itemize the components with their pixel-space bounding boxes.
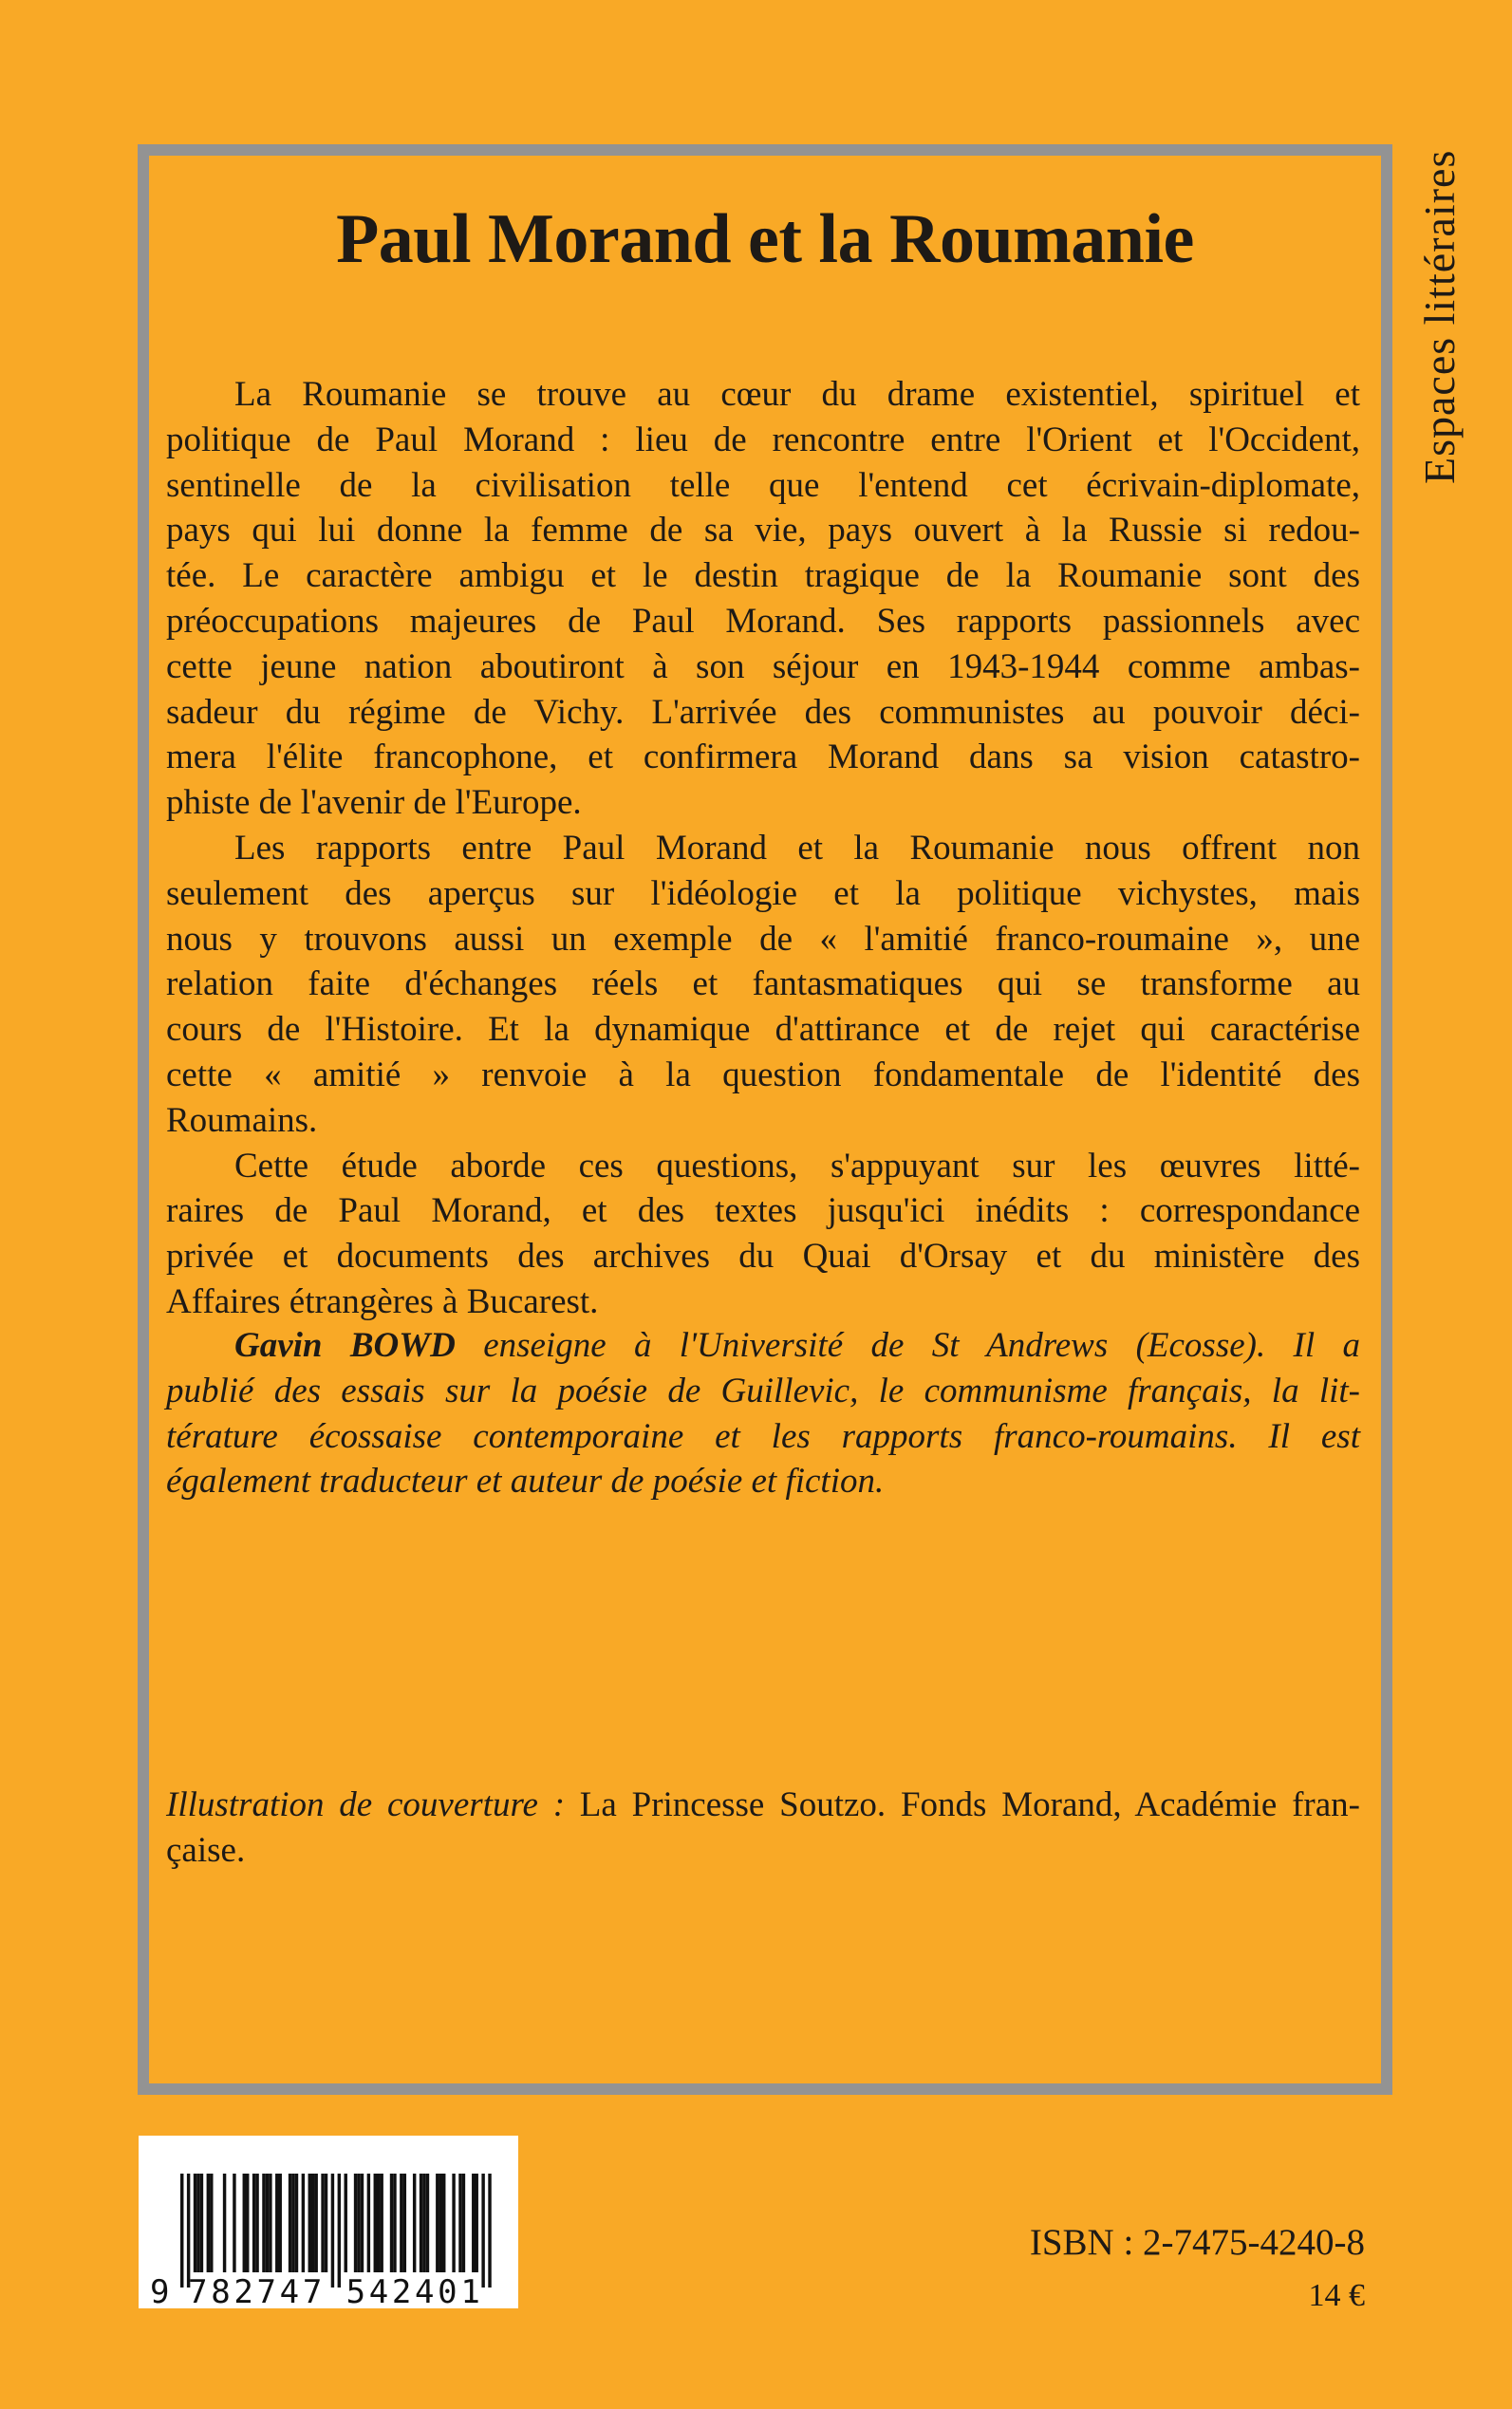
bio-text: térature écossaise contemporaine et les rapports franco-roumains. Il est — [166, 1416, 1360, 1456]
barcode-bar — [393, 2174, 396, 2272]
barcode-bar — [255, 2174, 258, 2272]
barcode-bar — [196, 2174, 199, 2272]
blurb-line: Roumains. — [166, 1100, 318, 1140]
barcode-bar — [266, 2174, 269, 2272]
bio-text: publié des essais sur la poésie de Guillevic, le communisme français, la lit- — [166, 1371, 1360, 1410]
barcode-bar — [400, 2174, 402, 2272]
barcode-digit: 8 — [211, 2273, 231, 2308]
barcode-digit: 0 — [438, 2273, 457, 2308]
barcode-bar — [403, 2174, 406, 2272]
blurb — [166, 372, 1360, 1325]
barcode-bar — [462, 2174, 465, 2272]
barcode-bar — [452, 2174, 455, 2272]
barcode-bar — [302, 2174, 305, 2272]
blurb-line: relation faite d'échanges réels et fantasmatiques qui se transforme au — [166, 964, 1360, 1004]
barcode-bar — [476, 2174, 478, 2272]
blurb-line: cours de l'Histoire. Et la dynamique d'attirance et de rejet qui caractérise — [166, 1010, 1360, 1050]
barcode-digit: 4 — [368, 2273, 389, 2308]
barcode-bar — [338, 2174, 341, 2288]
barcode-bar — [354, 2174, 357, 2272]
barcode-bar — [314, 2174, 317, 2272]
barcode-bar — [311, 2174, 314, 2272]
barcode — [139, 2136, 518, 2308]
author-name: Gavin BOWD — [234, 1326, 456, 1365]
barcode-bar — [269, 2174, 271, 2272]
blurb-line: politique de Paul Morand : lieu de rencontre entre l'Orient et l'Occident, — [166, 420, 1360, 459]
barcode-digit: 7 — [256, 2273, 277, 2308]
barcode-bar — [233, 2174, 235, 2272]
price: 14 € — [1308, 2278, 1365, 2313]
blurb-line: seulement des aperçus sur l'idéologie et la politique vichystes, mais — [166, 873, 1360, 913]
barcode-bar — [420, 2174, 422, 2272]
barcode-digit: 4 — [415, 2273, 435, 2308]
blurb-line: nous y trouvons aussi un exemple de « l'amitié franco-roumaine », une — [166, 919, 1360, 959]
barcode-digit: 9 — [150, 2273, 170, 2308]
blurb-line: La Roumanie se trouve au cœur du drame existentiel, spirituel et — [234, 375, 1360, 414]
barcode-digit: 5 — [345, 2273, 366, 2308]
barcode-bar — [210, 2174, 213, 2272]
barcode-digit: 2 — [233, 2273, 253, 2308]
blurb-line: raires de Paul Morand, et des textes jusqu'ici inédits : correspondance — [166, 1191, 1360, 1231]
barcode-bar — [390, 2174, 393, 2272]
barcode-bar — [377, 2174, 380, 2272]
barcode-bar — [472, 2174, 475, 2272]
illustration-credit — [166, 1783, 1360, 1874]
barcode-bar — [289, 2174, 291, 2272]
blurb-line: tée. Le caractère ambigu et le destin tragique de la Roumanie sont des — [166, 556, 1360, 596]
barcode-bar — [426, 2174, 429, 2272]
bio-text: enseigne à l'Université de St Andrews (Ecosse). Il a — [455, 1326, 1360, 1365]
barcode-bar — [262, 2174, 265, 2272]
blurb-line: Cette étude aborde ces questions, s'appuyant sur les œuvres litté- — [234, 1146, 1360, 1186]
illustration-text: çaise. — [166, 1830, 246, 1870]
barcode-bar — [295, 2174, 298, 2272]
barcode-bar — [422, 2174, 425, 2272]
barcode-bar — [439, 2174, 442, 2272]
blurb-line: préoccupations majeures de Paul Morand. Ses rapports passionnels avec — [166, 601, 1360, 641]
barcode-bar — [367, 2174, 370, 2272]
barcode-digit: 7 — [188, 2273, 208, 2308]
barcode-bar — [275, 2174, 278, 2272]
book-title: Paul Morand et la Roumanie — [336, 200, 1194, 278]
blurb-line: privée et documents des archives du Quai d'Orsay et du ministère des — [166, 1237, 1360, 1277]
blurb-line: pays qui lui donne la femme de sa vie, pays ouvert à la Russie si redou- — [166, 511, 1360, 551]
barcode-bar — [194, 2174, 196, 2272]
illustration-text: La Princesse Soutzo. Fonds Morand, Académie fran- — [565, 1785, 1360, 1824]
barcode-bar — [481, 2174, 484, 2288]
barcode-bar — [279, 2174, 282, 2272]
blurb-line: sentinelle de la civilisation telle que l'entend cet écrivain-diplomate, — [166, 465, 1360, 505]
barcode-bar — [413, 2174, 416, 2272]
barcode-bar — [200, 2174, 203, 2272]
barcode-bar — [374, 2174, 377, 2272]
blurb-line: Les rapports entre Paul Morand et la Roumanie nous offrent non — [234, 828, 1360, 868]
isbn: ISBN : 2-7475-4240-8 — [1029, 2222, 1365, 2263]
bio-text: également traducteur et auteur de poésie et fiction. — [166, 1462, 885, 1502]
blurb-line: phiste de l'avenir de l'Europe. — [166, 783, 582, 823]
barcode-bar — [207, 2174, 210, 2272]
blurb-line: cette jeune nation aboutiront à son séjour en 1943-1944 comme ambas- — [166, 646, 1360, 686]
barcode-bar — [187, 2174, 190, 2288]
author-bio — [166, 1323, 1360, 1504]
barcode-bar — [442, 2174, 445, 2272]
barcode-bar — [380, 2174, 383, 2272]
barcode-bar — [325, 2174, 327, 2272]
barcode-digit: 1 — [460, 2273, 480, 2308]
barcode-bar — [361, 2174, 364, 2272]
barcode-bar — [308, 2174, 311, 2272]
barcode-bar — [345, 2174, 347, 2272]
blurb-line: Affaires étrangères à Bucarest. — [166, 1281, 599, 1321]
barcode-bar — [180, 2174, 183, 2288]
series-name-spine: Espaces littéraires — [1415, 149, 1464, 484]
barcode-bar — [357, 2174, 360, 2272]
blurb-line: sadeur du régime de Vichy. L'arrivée des communistes au pouvoir déci- — [166, 692, 1360, 732]
barcode-bar — [321, 2174, 324, 2272]
barcode-bar — [252, 2174, 255, 2272]
barcode-bar — [331, 2174, 334, 2288]
illustration-label: Illustration de couverture : — [166, 1785, 566, 1824]
barcode-bar — [223, 2174, 226, 2272]
blurb-line: mera l'élite francophone, et confirmera Morand dans sa vision catastro- — [166, 738, 1360, 777]
barcode-digit: 4 — [279, 2273, 300, 2308]
barcode-bar — [488, 2174, 491, 2288]
barcode-graphic — [139, 2136, 518, 2308]
barcode-bar — [246, 2174, 249, 2272]
barcode-bar — [243, 2174, 246, 2272]
blurb-line: cette « amitié » renvoie à la question fondamentale de l'identité des — [166, 1055, 1360, 1094]
barcode-bar — [458, 2174, 461, 2272]
barcode-digit: 7 — [302, 2273, 323, 2308]
barcode-bar — [436, 2174, 439, 2272]
barcode-digit: 2 — [391, 2273, 412, 2308]
barcode-bar — [291, 2174, 294, 2272]
